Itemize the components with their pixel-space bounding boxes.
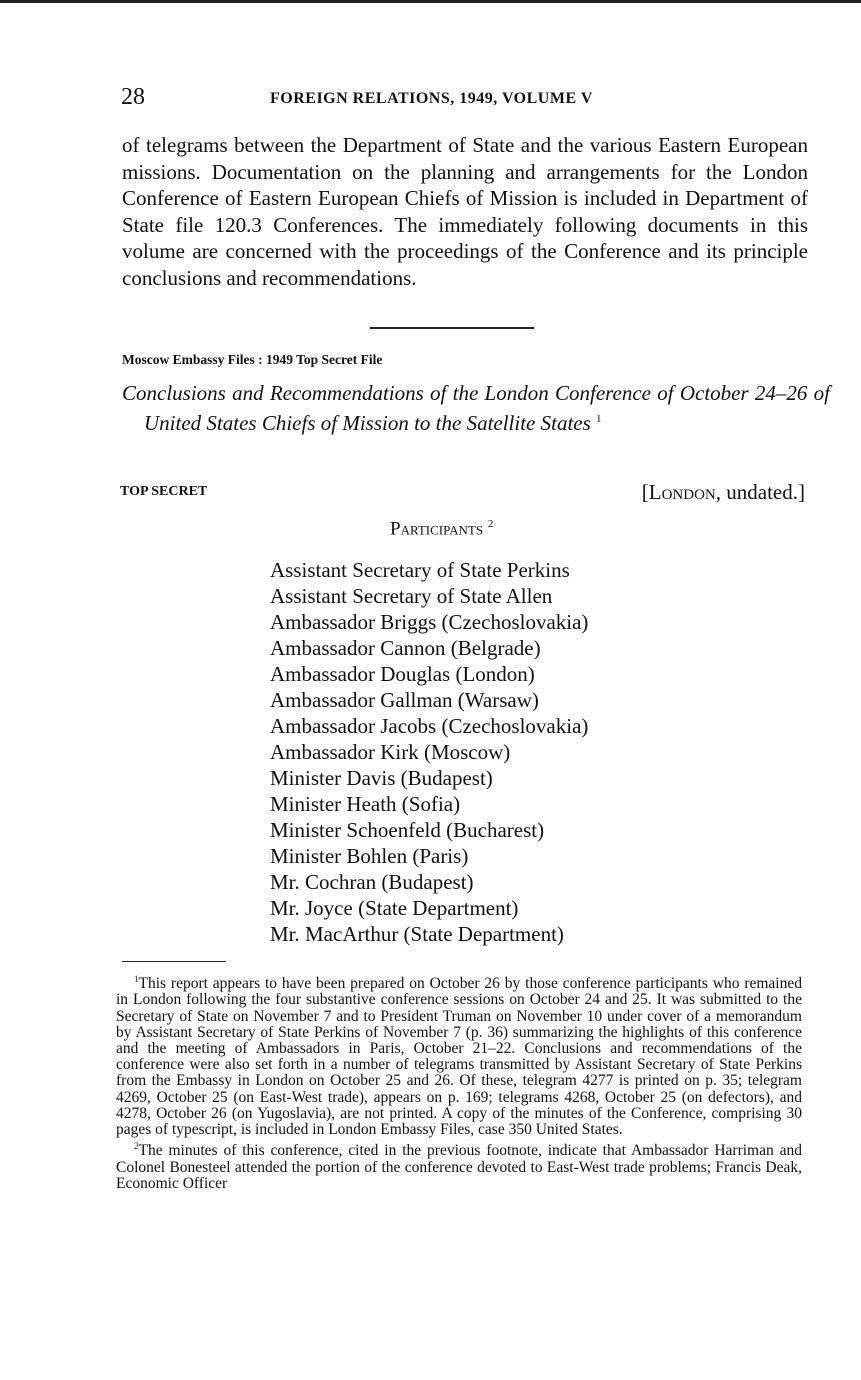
intro-paragraph: of telegrams between the Department of State and the various Eastern European missions. Documentation on the planning and arrangements for the London Conference of Eastern European Chiefs of Mission is included in Department of State file 120.3 Conferences. The immediately following documents in this volume are concerned with the proceedings of the Conference and its principle conclusions and recommendations. — [122, 133, 808, 290]
participant-item: Minister Davis (Budapest) — [270, 766, 493, 790]
participants-footnote-marker[interactable]: 2 — [487, 518, 494, 530]
participants-heading-text: Participants — [390, 518, 484, 540]
participants-list — [270, 557, 588, 947]
participant-item: Mr. Joyce (State Department) — [270, 896, 519, 920]
participant-item: Mr. Cochran (Budapest) — [270, 870, 474, 894]
participant-item: Assistant Secretary of State Allen — [270, 584, 553, 608]
participant-item: Ambassador Douglas (London) — [270, 662, 535, 686]
dateline-prefix: [ — [641, 480, 649, 504]
participant-item: Minister Heath (Sofia) — [270, 792, 461, 816]
participant-item: Mr. MacArthur (State Department) — [270, 922, 564, 946]
document-title — [122, 380, 830, 436]
top-border — [0, 0, 861, 3]
participant-item: Ambassador Cannon (Belgrade) — [270, 636, 541, 660]
title-footnote-marker[interactable]: 1 — [596, 413, 602, 425]
footnote-divider — [122, 961, 226, 962]
dateline-suffix: , undated.] — [715, 480, 805, 504]
participant-item: Ambassador Briggs (Czechoslovakia) — [270, 610, 589, 634]
footnotes — [116, 971, 802, 1192]
footnote-text: The minutes of this conference, cited in the previous footnote, indicate that Ambassador Harriman and Colonel Bonesteel attended the portion of the conference devoted to East-West trade problems; Francis Deak, Economic Officer — [116, 1142, 802, 1192]
dateline — [642, 480, 805, 505]
classification-label: TOP SECRET — [120, 484, 208, 499]
participant-item: Assistant Secretary of State Perkins — [270, 558, 570, 582]
document-title-text: Conclusions and Recommendations of the London Conference of October 24–26 of United States Chiefs of Mission to the Satellite States — [122, 381, 830, 435]
footnote-text: This report appears to have been prepared on October 26 by those conference participants who remained in London following the four substantive conference sessions on October 24 and 25. It was submitted to the Secretary of State on November 7 and to President Truman on November 10 under cover of a memorandum by Assistant Secretary of State Perkins of November 7 (p. 36) summarizing the highlights of this conference and the meeting of Ambassadors in Paris, October 21–22. Conclusions and recommendations of the conference were also set forth in a number of telegrams transmitted by Assistant Secretary of State Perkins from the Embassy in London on October 25 and 26. Of these, telegram 4277 is printed on p. 35; telegram 4269, October 25 (on East-West trade), appears on p. 169; telegrams 4268, October 25 (on defectors), and 4278, October 26 (on Yugoslavia), are not printed. A copy of the minutes of the Conference, comprising 30 pages of typescript, is included in London Embassy Files, case 350 United States. — [116, 975, 802, 1138]
footnote-1 — [116, 971, 802, 1138]
participant-item: Ambassador Gallman (Warsaw) — [270, 688, 539, 712]
participant-item: Minister Bohlen (Paris) — [270, 844, 469, 868]
participants-heading — [390, 518, 493, 540]
participant-item: Minister Schoenfeld (Bucharest) — [270, 818, 545, 842]
section-divider — [370, 327, 534, 329]
footnote-2 — [116, 1138, 802, 1192]
footnote-marker: 2 — [134, 1141, 139, 1152]
participant-item: Ambassador Jacobs (Czechoslovakia) — [270, 714, 589, 738]
page-number: 28 — [121, 84, 145, 110]
participant-item: Ambassador Kirk (Moscow) — [270, 740, 511, 764]
file-reference: Moscow Embassy Files : 1949 Top Secret File — [122, 352, 383, 367]
running-head: FOREIGN RELATIONS, 1949, VOLUME V — [270, 90, 593, 107]
dateline-place: London — [648, 480, 716, 504]
footnote-marker: 1 — [134, 974, 139, 984]
